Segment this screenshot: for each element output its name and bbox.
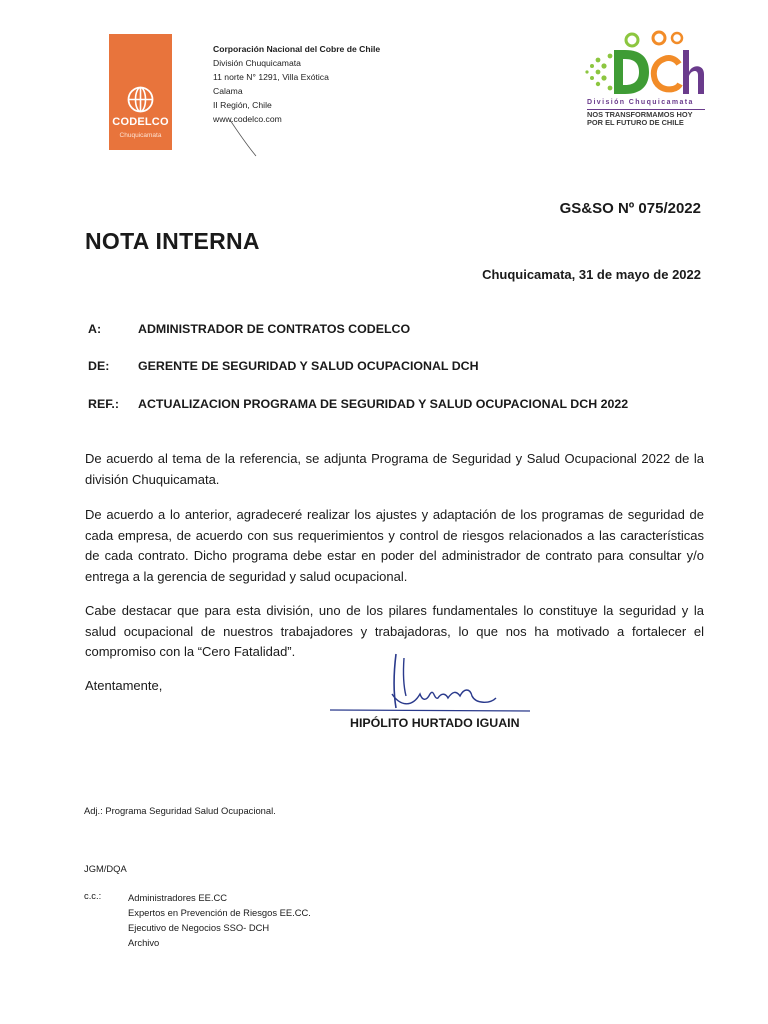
dch-tagline-line-2: POR EL FUTURO DE CHILE: [587, 118, 684, 128]
field-ref-label: REF.:: [88, 397, 119, 411]
dch-logo: [583, 28, 707, 138]
field-from-label: DE:: [88, 359, 110, 373]
field-from-value: GERENTE DE SEGURIDAD Y SALUD OCUPACIONAL DCH: [138, 359, 479, 373]
cc-recipient: Expertos en Prevención de Riesgos EE.CC.: [128, 907, 311, 918]
address-website: www.codelco.com: [213, 114, 282, 124]
letterhead-address: [213, 42, 380, 126]
signer-name: HIPÓLITO HURTADO IGUAIN: [350, 716, 520, 730]
body-paragraph: De acuerdo al tema de la referencia, se adjunta Programa de Seguridad y Salud Ocupacional 2022 de la división Chuquicamata.: [85, 451, 704, 487]
address-line: Calama: [213, 86, 243, 96]
document-title: NOTA INTERNA: [85, 228, 260, 254]
address-line: División Chuquicamata: [213, 58, 301, 68]
cc-recipient: Ejecutivo de Negocios SSO- DCH: [128, 922, 270, 933]
closing: Atentamente,: [85, 678, 163, 693]
field-from: [88, 359, 479, 373]
reference-initials: JGM/DQA: [84, 863, 127, 874]
codelco-logo: [109, 34, 172, 150]
codelco-logo-subname: Chuquicamata: [119, 132, 162, 139]
field-ref: [88, 397, 628, 411]
body-paragraph: De acuerdo a lo anterior, agradeceré realizar los ajustes y adaptación de los programas de seguridad de cada empresa, de acuerdo con sus requerimientos y control de riesgos relacionados a las características de cada contrato. Dicho programa debe estar en poder del administrador de contrato para consultar y/o entrega a la gerencia de seguridad y salud ocupacional.: [85, 507, 704, 584]
place-date: Chuquicamata, 31 de mayo de 2022: [482, 267, 701, 282]
cc-recipient: Archivo: [128, 937, 160, 948]
field-ref-value: ACTUALIZACION PROGRAMA DE SEGURIDAD Y SALUD OCUPACIONAL DCH 2022: [138, 397, 629, 411]
address-line: 11 norte N° 1291, Villa Exótica: [213, 72, 329, 82]
address-line: Corporación Nacional del Cobre de Chile: [213, 44, 381, 54]
pen-mark: [228, 118, 260, 160]
field-to: [88, 322, 410, 336]
codelco-emblem-icon: [127, 86, 154, 113]
field-to-value: ADMINISTRADOR DE CONTRATOS CODELCO: [138, 322, 411, 336]
codelco-logo-name: CODELCO: [112, 116, 169, 128]
attachment-note: Adj.: Programa Seguridad Salud Ocupacional.: [84, 805, 276, 816]
document-number: GS&SO Nº 075/2022: [559, 200, 701, 217]
dch-division-label: División Chuquicamata: [587, 99, 694, 106]
handwritten-signature: [330, 650, 540, 716]
dch-tagline: [587, 111, 709, 128]
field-to-label: A:: [88, 322, 102, 336]
address-line: II Región, Chile: [213, 100, 272, 110]
dch-logo-mark-icon: [583, 28, 707, 100]
cc-label: c.c.:: [84, 890, 102, 901]
cc-recipient: Administradores EE.CC: [128, 892, 227, 903]
body-paragraph: Cabe destacar que para esta división, uno de los pilares fundamentales lo constituye la seguridad y la salud ocupacional de nuestros trabajadores y trabajadoras, lo que nos ha motivado a fortalecer el compromiso con la “Cero Fatalidad”.: [85, 603, 704, 659]
dch-tagline-line-1: NOS TRANSFORMAMOS HOY: [587, 110, 693, 119]
cc-recipient-list: [128, 890, 311, 950]
